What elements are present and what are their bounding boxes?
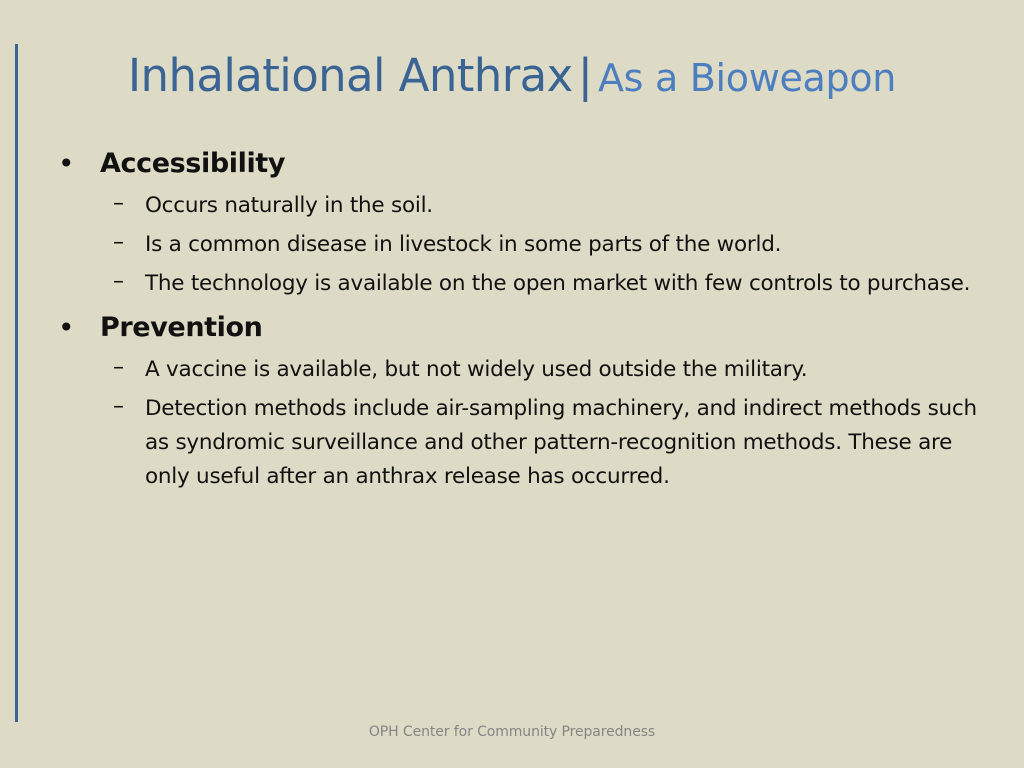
slide-content (58, 145, 978, 499)
bullet-dot: • (58, 147, 75, 180)
sub-list-prevention (58, 353, 978, 494)
bullet-prevention (58, 309, 978, 347)
bullet-heading: Prevention (100, 312, 263, 343)
title-subtitle: As a Bioweapon (597, 56, 897, 100)
list-item (58, 228, 978, 262)
bullet-heading: Accessibility (100, 148, 286, 179)
title-separator: | (577, 49, 593, 102)
list-item (58, 189, 978, 223)
sub-list-accessibility (58, 189, 978, 301)
dash-glyph: – (113, 269, 124, 294)
bullet-accessibility (58, 145, 978, 183)
list-item-text: A vaccine is available, but not widely used outside the military. (145, 357, 808, 382)
left-accent-rule (15, 44, 18, 722)
list-item-text: Is a common disease in livestock in some parts of the world. (145, 232, 782, 257)
list-item (58, 267, 978, 301)
dash-glyph: – (113, 191, 124, 216)
list-item (58, 353, 978, 387)
dash-glyph: – (113, 355, 124, 380)
title-main: Inhalational Anthrax (127, 49, 573, 102)
list-item-text: Occurs naturally in the soil. (145, 193, 433, 218)
slide-title (0, 44, 1024, 118)
slide-footer: OPH Center for Community Preparedness (368, 724, 656, 740)
list-item-text: The technology is available on the open market with few controls to purchase. (145, 271, 971, 296)
dash-glyph: – (113, 230, 124, 255)
list-item (58, 392, 978, 494)
dash-glyph: – (113, 394, 124, 419)
list-item-text: Detection methods include air-sampling machinery, and indirect methods such as syndromic surveillance and other pattern-recognition methods. These are only useful after an anthrax release has occurred. (145, 396, 977, 489)
bullet-dot: • (58, 311, 75, 344)
